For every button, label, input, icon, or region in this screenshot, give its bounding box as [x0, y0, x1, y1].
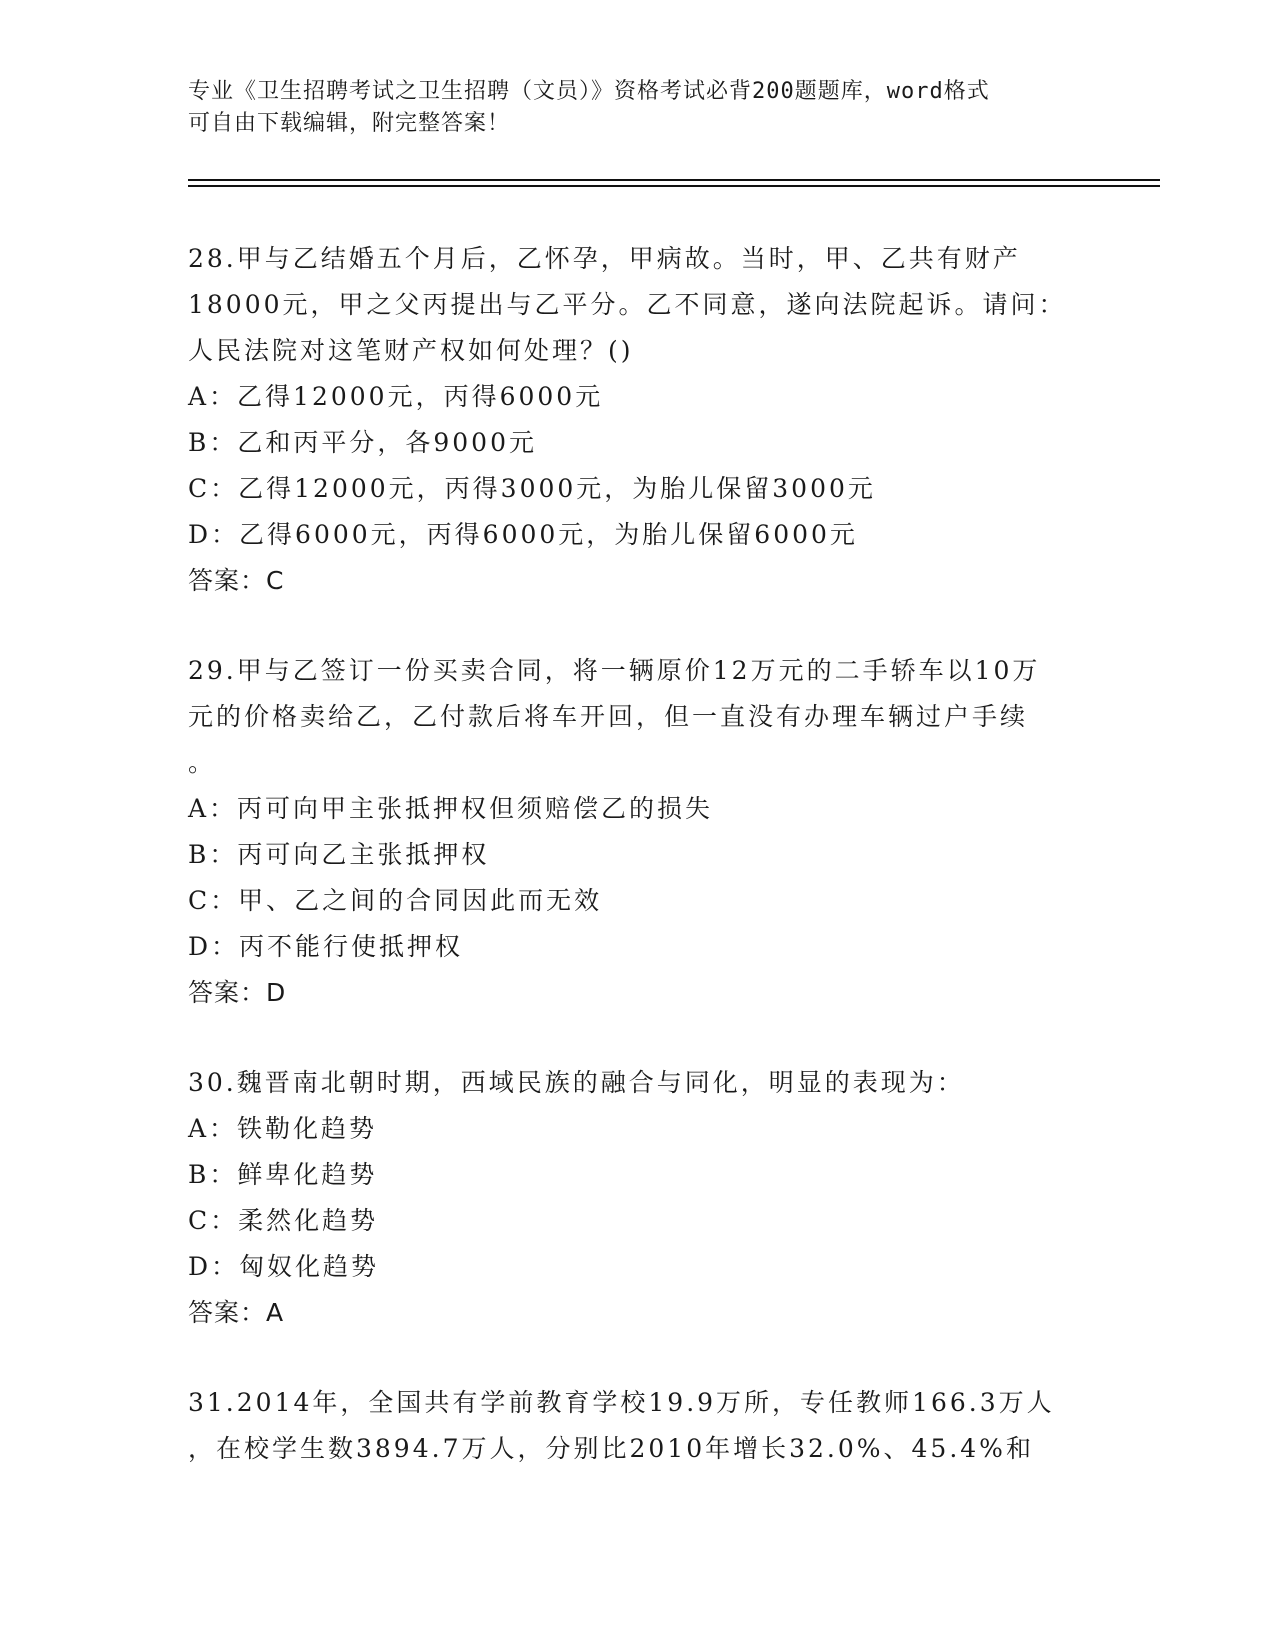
option-a: A：乙得12000元，丙得6000元	[188, 382, 604, 411]
answer-label: 答案：D	[188, 978, 287, 1007]
document-header	[188, 76, 1088, 140]
option-d: D：丙不能行使抵押权	[188, 932, 464, 961]
question-text-line: 28.甲与乙结婚五个月后，乙怀孕，甲病故。当时，甲、乙共有财产	[188, 244, 1021, 273]
answer-label: 答案：A	[188, 1298, 285, 1327]
answer-label: 答案：C	[188, 566, 285, 595]
question-text-line: 人民法院对这笔财产权如何处理？()	[188, 336, 634, 365]
option-a: A：丙可向甲主张抵押权但须赔偿乙的损失	[188, 794, 714, 823]
option-a: A：铁勒化趋势	[188, 1114, 378, 1143]
header-rule-top	[188, 179, 1160, 181]
option-b: B：鲜卑化趋势	[188, 1160, 378, 1189]
question-28	[188, 236, 1088, 604]
question-text-line: 31.2014年，全国共有学前教育学校19.9万所，专任教师166.3万人	[188, 1388, 1055, 1417]
option-d: D：匈奴化趋势	[188, 1252, 380, 1281]
question-list	[188, 236, 1088, 1472]
question-30	[188, 1060, 1088, 1336]
question-29	[188, 648, 1088, 1016]
question-text-line: ，在校学生数3894.7万人，分别比2010年增长32.0%、45.4%和	[188, 1434, 1034, 1463]
question-text-line: 元的价格卖给乙，乙付款后将车开回，但一直没有办理车辆过户手续	[188, 702, 1029, 731]
option-d: D：乙得6000元，丙得6000元，为胎儿保留6000元	[188, 520, 858, 549]
header-rule-bottom	[188, 185, 1160, 187]
option-b: B：丙可向乙主张抵押权	[188, 840, 490, 869]
question-text-line: 18000元，甲之父丙提出与乙平分。乙不同意，遂向法院起诉。请问：	[188, 290, 1067, 319]
option-b: B：乙和丙平分，各9000元	[188, 428, 537, 457]
option-c: C：柔然化趋势	[188, 1206, 379, 1235]
question-31	[188, 1380, 1088, 1472]
header-line-2: 可自由下载编辑，附完整答案！	[188, 111, 511, 136]
option-c: C：甲、乙之间的合同因此而无效	[188, 886, 603, 915]
option-c: C：乙得12000元，丙得3000元，为胎儿保留3000元	[188, 474, 876, 503]
question-text-line: 29.甲与乙签订一份买卖合同，将一辆原价12万元的二手轿车以10万	[188, 656, 1041, 685]
question-text-line: 30.魏晋南北朝时期，西域民族的融合与同化，明显的表现为：	[188, 1068, 965, 1097]
header-line-1: 专业《卫生招聘考试之卫生招聘（文员）》资格考试必背200题题库，word格式	[188, 79, 990, 104]
question-text-line: 。	[188, 748, 217, 777]
